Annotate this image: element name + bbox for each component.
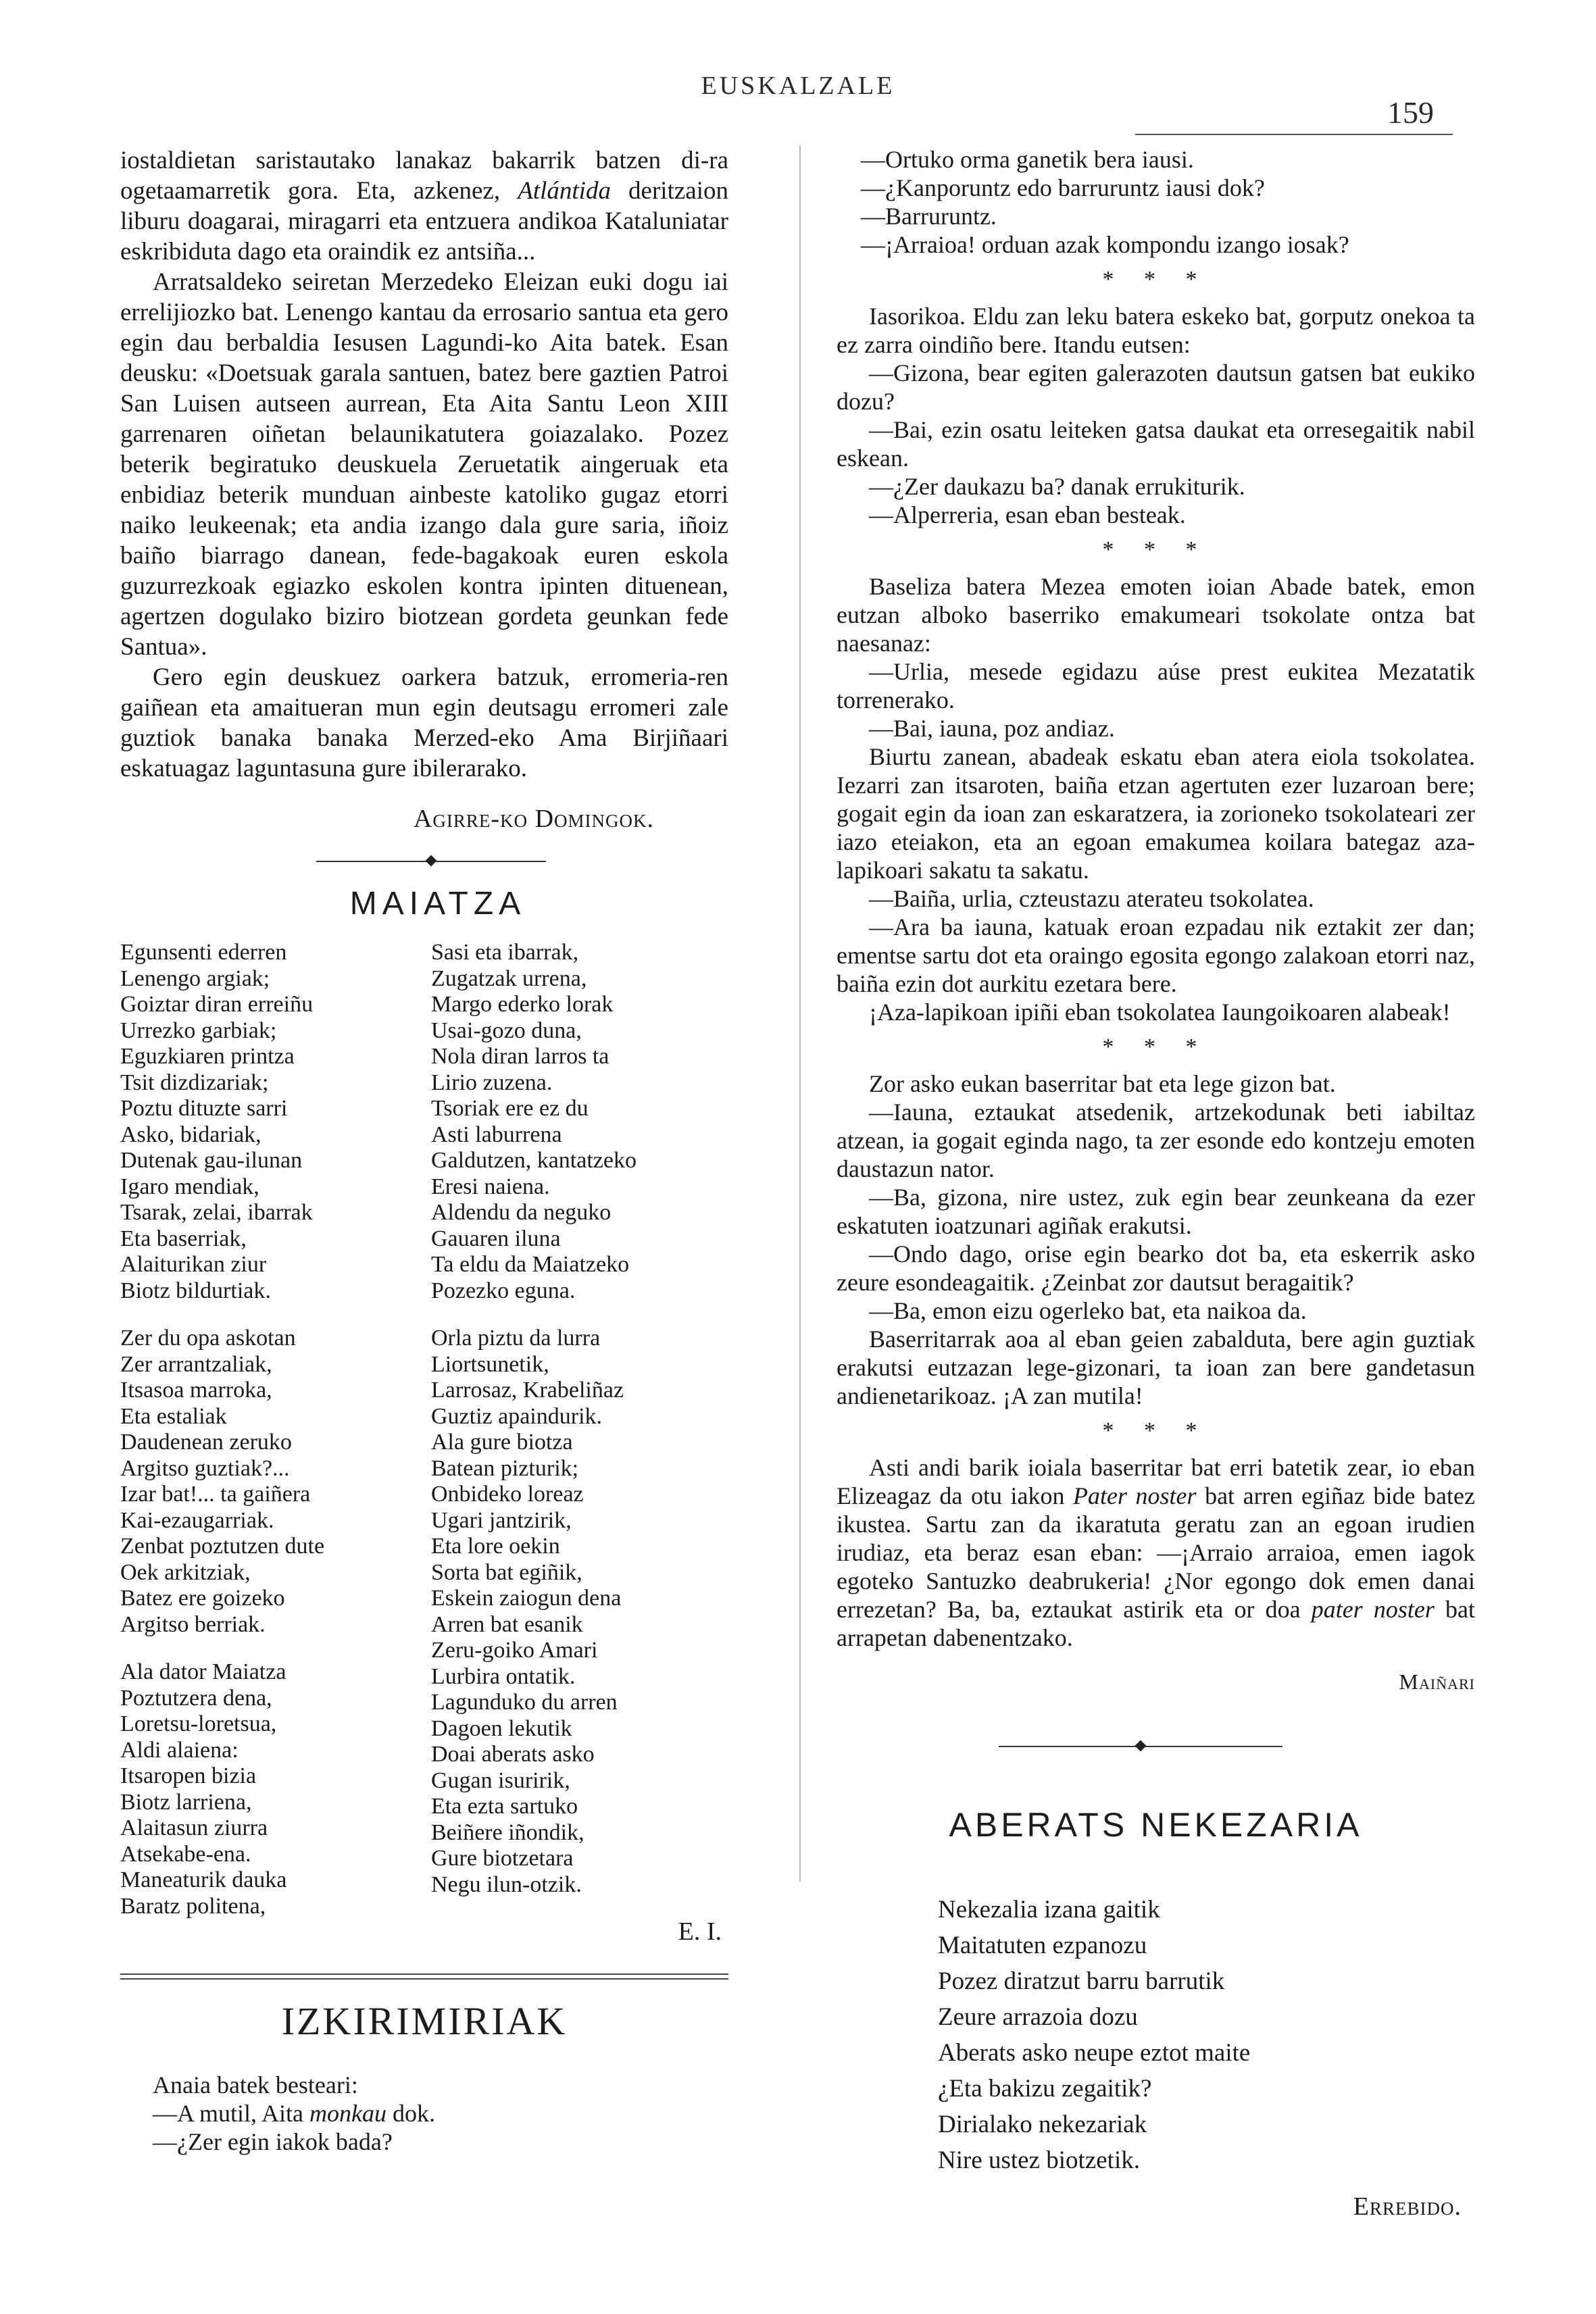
verse-line: Dagoen lekutik	[431, 1715, 572, 1741]
verse-line: Batean pizturik;	[431, 1455, 579, 1481]
verse-line: Guztiz apaindurik.	[431, 1403, 603, 1429]
anecdote-2	[837, 302, 1475, 529]
dialog-line: —¿Kanporuntz edo barruruntz iausi dok?	[861, 174, 1265, 201]
dialog-line	[153, 2099, 728, 2128]
right-column	[837, 145, 1475, 2221]
verse-line: Galdutzen, kantatzeko	[431, 1148, 637, 1173]
dialog-line: —¿Zer daukazu ba? danak errukiturik.	[869, 473, 1245, 500]
verse-line: Lirio zuzena.	[431, 1070, 553, 1095]
dialog-line: Iasorikoa. Eldu zan leku batera eskeko bat, gorputz onekoa ta ez zarra oindiño bere. Itandu eutsen:	[837, 303, 1475, 358]
verse-line: Ta eldu da Maiatzeko	[431, 1252, 630, 1277]
poem-signature: E. I.	[678, 1917, 722, 1946]
verse-line: Pozezko eguna.	[431, 1278, 576, 1303]
dialog-line: —Baiña, urlia, czteustazu aterateu tsokolatea.	[869, 885, 1314, 912]
section-stars: * * *	[1102, 1034, 1210, 1059]
verse-line: Eta baserriak,	[120, 1226, 247, 1251]
poem-column-right	[431, 940, 728, 1941]
verse-line: Kai-ezaugarriak.	[120, 1507, 274, 1533]
verse-line: Pozez diratzut barru barrutik	[938, 1967, 1225, 1995]
paragraph	[120, 145, 728, 267]
stanza	[120, 1659, 418, 1919]
verse-line: Asti laburrena	[431, 1122, 562, 1147]
rule-ornament-icon	[426, 855, 437, 867]
paragraph-text: deritzaion liburu doagarai, miragarri eta entzuera andikoa Kataluniatar eskribiduta dago eta oraindik ez antsiña...	[120, 177, 728, 266]
signature: Errebido.	[1353, 2192, 1462, 2221]
verse-line: Nekezalia izana gaitik	[938, 1896, 1160, 1923]
dialog-line: —Bai, ezin osatu leiteken gatsa daukat eta orresegaitik nabil eskean.	[837, 416, 1475, 472]
verse-line: Nola diran larros ta	[431, 1044, 609, 1069]
section-stars: * * *	[1102, 537, 1210, 562]
verse-line: Argitso berriak.	[120, 1611, 266, 1637]
dialog-line: —Ara ba iauna, katuak eroan ezpadau nik eztakit zer dan; ementse sartu dot eta oraingo egosita egongo zalakoan etorri naz, baiña ezin dot aurkitu ezetara bere.	[837, 913, 1475, 997]
dialog-line: —Ortuko orma ganetik bera iausi.	[861, 146, 1194, 173]
dialog-line: —¡Arraioa! orduan azak kompondu izango iosak?	[861, 231, 1349, 258]
verse-line: Lenengo argiak;	[120, 965, 270, 991]
poem-aberats-nekezaria	[938, 1892, 1475, 2178]
verse-line: Dutenak gau-ilunan	[120, 1148, 303, 1173]
paragraph: Arratsaldeko seiretan Merzedeko Eleizan euki dogu iai errelijiozko bat. Lenengo kantau da errosario santua eta gero egin dau berbaldia Iesusen Lagundi-ko Aita batek. Esan deusku: «Doetsuak garala santuen, batez bere gaztien Patroi San Luisen autseen aurrean, Eta Aita Santu Leon XIII garrenaren oiñetan belaunikatutera goiazalako. Pozez beterik begiratuko deuskuela Zeruetatik aingeruak eta enbidiaz beterik munduan ainbeste katoliko gugaz etorri naiko leukeenak; eta andia izango dala gure saria, iñoiz baiño biarrago danean, fede-bagakoak euren eskola guzurrezkoak egiazko eskolen kontra ipinten dituenean, agertzen dogulako biziro biotzean gordeta geunkan fede Santua».	[120, 268, 728, 661]
verse-line: Tsoriak ere ez du	[431, 1096, 589, 1121]
article-title: IZKIRIMIRIAK	[281, 1999, 568, 2043]
verse-line: Beiñere iñondik,	[431, 1819, 584, 1845]
rule-ornament-icon	[1135, 1740, 1147, 1752]
verse-line: Poztutzera dena,	[120, 1685, 272, 1711]
dialog-line: ¡Aza-lapikoan ipiñi eban tsokolatea Iaungoikoaren alabeak!	[869, 999, 1451, 1026]
article-domingok	[120, 145, 728, 834]
dialog-line: —¿Zer egin iakok bada?	[153, 2128, 393, 2155]
article-title: MAIATZA	[349, 886, 526, 922]
verse-line: Atsekabe-ena.	[120, 1841, 251, 1867]
verse-line: Aldendu da neguko	[431, 1200, 612, 1225]
dialog-line: —Alperreria, esan eban besteak.	[869, 501, 1186, 528]
verse-line: Alaitasun ziurra	[120, 1815, 268, 1840]
verse-line: Doai aberats asko	[431, 1742, 595, 1767]
anecdote-3	[837, 572, 1475, 1026]
dialog-text: Asti andi barik ioiala baserritar bat erri batetik zear, io eban Elizeagaz da otu iakon	[837, 1454, 1475, 1509]
header-rule	[1135, 134, 1453, 135]
verse-line: Negu ilun-otzik.	[431, 1871, 582, 1897]
stanza	[431, 1326, 728, 1898]
verse-line: Argitso guztiak?...	[120, 1455, 290, 1481]
article-title: ABERATS NEKEZARIA	[949, 1806, 1363, 1844]
verse-line: Asko, bidariak,	[120, 1122, 261, 1147]
section-stars: * * *	[1102, 1418, 1210, 1443]
verse-line: ¿Eta bakizu zegaitik?	[938, 2075, 1152, 2103]
verse-line: Eta ezta sartuko	[431, 1794, 578, 1819]
verse-line: Gauaren iluna	[431, 1226, 561, 1251]
verse-line: Batez ere goizeko	[120, 1586, 285, 1611]
book-title: Atlántida	[518, 177, 611, 205]
ornament-rule	[316, 857, 546, 866]
verse-line: Gugan isuririk,	[431, 1767, 570, 1793]
verse-line: Zeure arrazoia dozu	[938, 2003, 1138, 2031]
verse-line: Ala dator Maiatza	[120, 1659, 286, 1684]
verse-line: Zer du opa askotan	[120, 1326, 296, 1351]
poem-column-left	[120, 940, 418, 1941]
verse-line: Zeru-goiko Amari	[431, 1638, 598, 1663]
verse-line: Usai-gozo duna,	[431, 1017, 582, 1043]
anecdote-5	[837, 1453, 1475, 1652]
verse-line: Orla piztu da lurra	[431, 1326, 601, 1351]
verse-line: Maitatuten ezpanozu	[938, 1932, 1147, 1959]
anecdote-4	[837, 1070, 1475, 1410]
dialog-text: bat arren egiñaz bide batez ikustea. Sartu zan da ikaratuta geratu zan an egoan irudien irudiaz, eta beraz esan eban: —¡Arraio arraioa, emen iagok egoteko Santuzko deabrukeria! ¿Nor egongo dok emen danai errezetan? Ba, ba, eztaukat astirik eta or doa	[837, 1482, 1475, 1623]
verse-line: Eta lore oekin	[431, 1534, 560, 1559]
ornament-rule	[999, 1742, 1282, 1751]
verse-line: Zugatzak urrena,	[431, 965, 587, 991]
verse-line: Gure biotzetara	[431, 1846, 574, 1871]
verse-line: Biotz bildurtiak.	[120, 1278, 271, 1303]
dialog-line: —Barruruntz.	[861, 203, 997, 230]
verse-line: Ugari jantzirik,	[431, 1507, 572, 1533]
dialog-line: —Ba, gizona, nire ustez, zuk egin bear zeunkeana da ezer eskatuten ioatzunari agiñak erakutsi.	[837, 1184, 1475, 1239]
verse-line: Itsaropen bizia	[120, 1763, 257, 1788]
verse-line: Izar bat!... ta gaiñera	[120, 1482, 311, 1507]
verse-line: Goiztar diran erreiñu	[120, 992, 314, 1017]
dialog-emphasis: pater noster	[1311, 1596, 1435, 1623]
verse-line: Loretsu-loretsua,	[120, 1711, 277, 1736]
paragraph-text: iostaldietan saristautako lanakaz bakarrik batzen di-ra ogetaamarretik gora. Eta, azkenez,	[120, 147, 728, 205]
verse-line: Egunsenti ederren	[120, 940, 287, 965]
verse-line: Liortsunetik,	[431, 1351, 549, 1377]
signature: Agirre-ko Domingok.	[413, 805, 654, 833]
dialog-line: —Urlia, mesede egidazu aúse prest eukitea Mezatatik torrenerako.	[837, 658, 1475, 713]
verse-line: Maneaturik dauka	[120, 1867, 287, 1892]
verse-line: Aldi alaiena:	[120, 1737, 239, 1763]
verse-line: Eresi naiena.	[431, 1174, 550, 1199]
dialog-text: —A mutil, Aita	[153, 2100, 310, 2127]
stanza	[120, 940, 418, 1304]
verse-line: Zer arrantzaliak,	[120, 1351, 272, 1377]
dialog-text: dok.	[386, 2100, 435, 2127]
verse-line: Alaiturikan ziur	[120, 1252, 267, 1277]
dialog-line: —Ondo dago, orise egin bearko dot ba, eta eskerrik asko zeure esondeagaitik. ¿Zeinbat zor dautsut beragaitik?	[837, 1240, 1475, 1296]
dialog-text: bat arrapetan dabenentzako.	[837, 1596, 1475, 1651]
verse-line: Daudenean zeruko	[120, 1430, 292, 1455]
dialog-line: —Iauna, eztaukat atsedenik, artzekodunak beti iabiltaz atzean, ia gogait eginda nago, ta zer esonde edo kontzeju emoten daustazun nator.	[837, 1099, 1475, 1182]
verse-line: Itsasoa marroka,	[120, 1378, 272, 1403]
dialog-emphasis: Pater noster	[1073, 1482, 1197, 1509]
running-head: EUSKALZALE	[701, 72, 895, 100]
verse-line: Baratz politena,	[120, 1893, 266, 1919]
verse-line: Tsit dizdizariak;	[120, 1070, 269, 1095]
verse-line: Tsarak, zelai, ibarrak	[120, 1200, 313, 1225]
dialog-line: Biurtu zanean, abadeak eskatu eban atera eiola tsokolatea. Iezarri zan itsaroten, baiña etzan agertuten ezer luzaroan bere; gogait egin da ioan zan eskaratzera, ia zorioneko tsokolateari zer iazo eteiakon, eta an egoan emakumea koilara bategaz aza-lapikoari sakatu ta sakatu.	[837, 743, 1475, 884]
verse-line: Sorta bat egiñik,	[431, 1559, 582, 1585]
verse-line: Lagunduko du arren	[431, 1690, 618, 1715]
verse-line: Zenbat poztutzen dute	[120, 1534, 325, 1559]
dialog-line: Baseliza batera Mezea emoten ioian Abade batek, emon eutzan alboko baserriko emakumeari tsokolate ontza bat naesanaz:	[837, 573, 1475, 657]
stanza	[431, 940, 728, 1304]
verse-line: Urrezko garbiak;	[120, 1017, 277, 1043]
verse-line: Onbideko loreaz	[431, 1482, 584, 1507]
dialog-emphasis: monkau	[309, 2100, 386, 2127]
verse-line: Dirialako nekezariak	[938, 2111, 1147, 2138]
dialog-line: —Gizona, bear egiten galerazoten dautsun gatsen bat eukiko dozu?	[837, 359, 1475, 415]
verse-line: Larrosaz, Krabeliñaz	[431, 1378, 624, 1403]
verse-line: Margo ederko lorak	[431, 992, 614, 1017]
verse-line: Poztu dituzte sarri	[120, 1096, 288, 1121]
page-number: 159	[1387, 95, 1434, 130]
anecdote-1	[837, 145, 1475, 259]
poem-maiatza	[120, 940, 728, 1941]
verse-line: Aberats asko neupe eztot maite	[938, 2039, 1251, 2067]
verse-line: Nire ustez biotzetik.	[938, 2146, 1140, 2174]
stanza	[120, 1326, 418, 1638]
dialog-line: —Ba, emon eizu ogerleko bat, eta naikoa da.	[869, 1297, 1307, 1324]
signature: Maiñari	[1399, 1669, 1475, 1694]
verse-line: Ala gure biotza	[431, 1430, 573, 1455]
verse-line: Sasi eta ibarrak,	[431, 940, 579, 965]
dialog-line: Zor asko eukan baserritar bat eta lege gizon bat.	[869, 1070, 1336, 1097]
verse-line: Eta estaliak	[120, 1403, 227, 1429]
section-stars: * * *	[1102, 267, 1210, 292]
verse-line: Arren bat esanik	[431, 1611, 583, 1637]
left-column	[120, 145, 728, 2156]
verse-line: Igaro mendiak,	[120, 1174, 259, 1199]
dialog-line	[837, 1453, 1475, 1652]
verse-line: Eskein zaiogun dena	[431, 1586, 622, 1611]
dialog-intro	[120, 2071, 728, 2156]
verse-line: Biotz larriena,	[120, 1789, 252, 1815]
verse-line: Eguzkiaren printza	[120, 1044, 295, 1069]
verse-line: Lurbira ontatik.	[431, 1663, 576, 1689]
column-divider	[799, 145, 801, 1882]
dialog-line: —Bai, iauna, poz andiaz.	[869, 715, 1115, 742]
dialog-line: Baserritarrak aoa al eban geien zabalduta, bere agin guztiak erakutsi eutzazan lege-gizonari, ta ioan zan bere gandetasun andienetarikoaz. ¡A zan mutila!	[837, 1326, 1475, 1409]
paragraph: Gero egin deuskuez oarkera batzuk, erromeria-ren gaiñean eta amaitueran mun egin deutsagu erromeri zale guztiok banaka banaka Merzed-eko Ama Birjiñaari eskatuagaz laguntasuna gure ibilerarako.	[120, 663, 728, 782]
verse-line: Oek arkitziak,	[120, 1559, 251, 1585]
dialog-line: Anaia batek besteari:	[153, 2071, 358, 2098]
section-double-rule	[120, 1973, 728, 1980]
